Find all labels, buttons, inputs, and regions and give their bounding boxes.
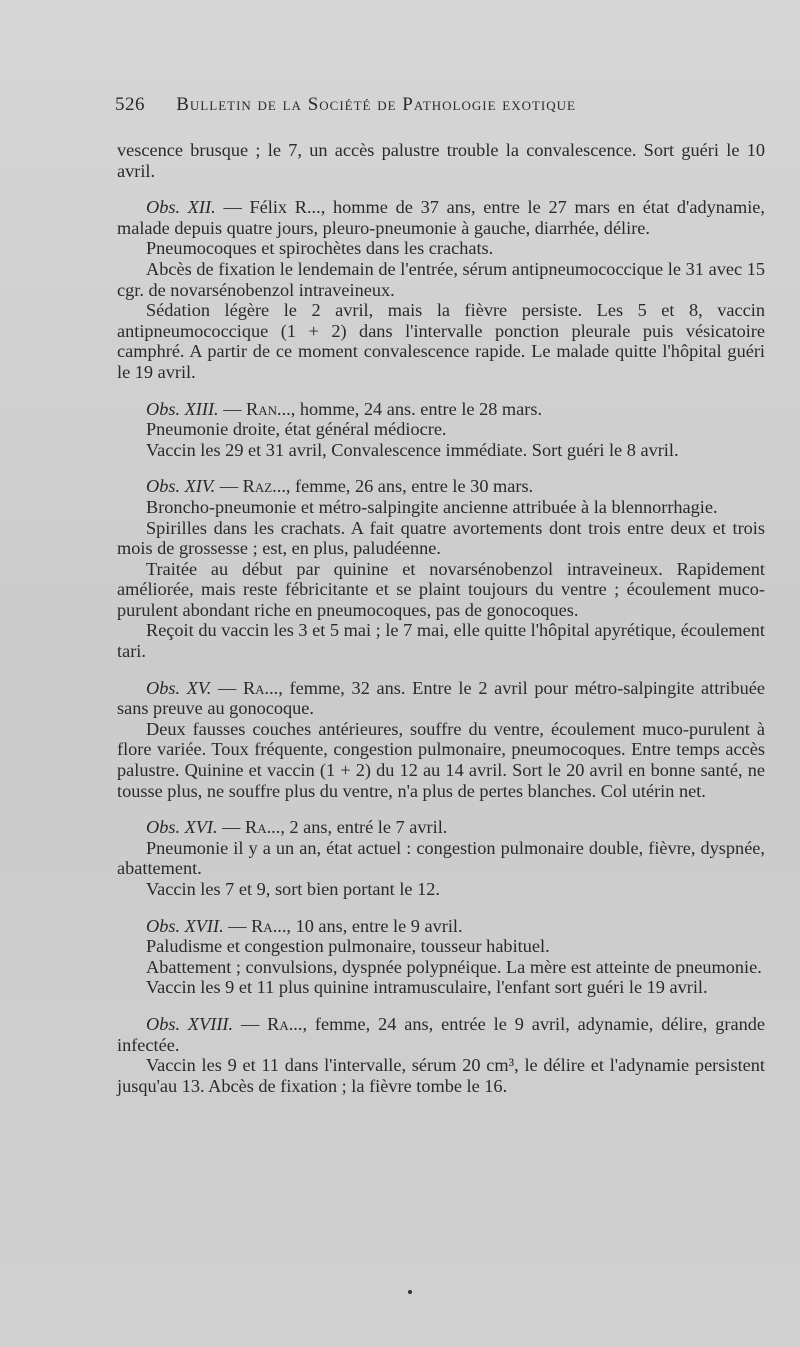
paragraph: Vaccin les 7 et 9, sort bien portant le 12. <box>146 879 440 899</box>
paragraph: Paludisme et congestion pulmonaire, tousseur habituel. <box>146 936 550 957</box>
paragraph: Abcès de fixation le lendemain de l'entrée, sérum antipneumococcique le 31 avec 15 cgr. de novarsénobenzol intraveineux. <box>117 258 765 300</box>
patient-name: — Ran... <box>223 398 291 419</box>
paragraph: Reçoit du vaccin les 3 et 5 mai ; le 7 mai, elle quitte l'hôpital apyrétique, écoulement tari. <box>117 620 765 662</box>
obs-text: , 2 ans, entré le 7 avril. <box>280 817 448 838</box>
obs-xv-intro <box>117 678 765 719</box>
patient-name: — Raz... <box>219 476 286 497</box>
journal-title: Bulletin de la Société de Pathologie exotique <box>176 94 576 115</box>
obs-label: Obs. XVII. <box>146 915 224 936</box>
obs-text: , femme, 26 ans, entre le 30 mars. <box>285 476 534 497</box>
patient-name: — Ra... <box>222 817 281 838</box>
paragraph: Vaccin les 9 et 11 plus quinine intramusculaire, l'enfant sort guéri le 19 avril. <box>146 977 708 998</box>
obs-xiii-intro <box>117 399 765 420</box>
obs-xiv-intro <box>117 476 765 497</box>
obs-text: , homme, 24 ans. entre le 28 mars. <box>290 398 543 419</box>
paragraph: Pneumonie droite, état général médiocre. <box>146 419 447 440</box>
obs-label: Obs. XV. <box>146 677 212 698</box>
obs-label: Obs. XIV. <box>146 476 216 497</box>
ink-speck <box>408 1290 412 1294</box>
patient-name: — Ra... <box>228 915 287 936</box>
page-number: 526 <box>115 94 145 115</box>
paragraph: Sédation légère le 2 avril, mais la fièvre persiste. Les 5 et 8, vaccin antipneumococcique (1 + 2) dans l'intervalle ponction pleurale puis vésicatoire camphré. A partir de ce moment convalescence rapide. Le malade quitte l'hôpital guéri le 19 avril. <box>117 300 765 382</box>
paragraph: Spirilles dans les crachats. A fait quatre avortements dont trois entre deux et trois mois de grossesse ; est, en plus, paludéenne. <box>117 517 765 559</box>
obs-label: Obs. XVI. <box>146 817 218 838</box>
paragraph: Broncho-pneumonie et métro-salpingite ancienne attribuée à la blennorrhagie. <box>146 496 718 517</box>
paragraph: Vaccin les 29 et 31 avril, Convalescence immédiate. Sort guéri le 8 avril. <box>146 439 679 460</box>
paragraph: Pneumocoques et spirochètes dans les crachats. <box>146 238 494 259</box>
obs-xvii-intro <box>117 916 765 937</box>
paragraph: Vaccin les 9 et 11 dans l'intervalle, sérum 20 cm³, le délire et l'adynamie persistent jusqu'au 13. Abcès de fixation ; la fièvre tombe le 16. <box>117 1055 765 1096</box>
paragraph-continuation: vescence brusque ; le 7, un accès palustre trouble la convalescence. Sort guéri le 10 avril. <box>117 140 765 181</box>
obs-xvi-intro <box>117 817 765 838</box>
obs-text: , femme, 24 ans, entrée le 9 avril, adynamie, délire, grande infectée. <box>117 1013 765 1055</box>
patient-name: — Ra... <box>217 677 279 698</box>
patient-name: — Ra... <box>240 1013 303 1034</box>
paragraph: Deux fausses couches antérieures, souffre du ventre, écoulement muco-purulent à flore variée. Toux fréquente, congestion pulmonaire, pneumocoques. Entre temps accès palustre. Quinine et vaccin (1 + 2) du 12 au 14 avril. Sort le 20 avril en bonne santé, ne tousse plus, ne souffre plus du ventre, n'a plus de pertes blanches. Col utérin net. <box>117 718 765 801</box>
obs-text: , femme, 32 ans. Entre le 2 avril pour métro-salpingite attribuée sans preuve au gonocoque. <box>117 677 766 719</box>
obs-label: Obs. XIII. <box>146 398 219 419</box>
obs-label: Obs. XVIII. <box>146 1013 234 1034</box>
obs-text: , 10 ans, entre le 9 avril. <box>286 915 463 936</box>
paragraph: Pneumonie il y a un an, état actuel : congestion pulmonaire double, fièvre, dyspnée, abattement. <box>117 837 765 879</box>
obs-xviii-intro <box>117 1014 765 1055</box>
paragraph: Abattement ; convulsions, dyspnée polypnéique. La mère est atteinte de pneumonie. <box>146 956 762 977</box>
running-header <box>115 94 675 116</box>
paragraph: Traitée au début par quinine et novarsénobenzol intraveineux. Rapidement améliorée, mais reste fébricitante et se plaint toujours du ventre ; écoulement muco-purulent abondant riche en pneumocoques, pas de gonocoques. <box>117 558 765 620</box>
obs-xii-intro <box>117 197 765 238</box>
obs-label: Obs. XII. <box>146 197 216 218</box>
body-text <box>117 140 765 1096</box>
obs-text: — Félix R..., homme de 37 ans, entre le 27 mars en état d'adynamie, malade depuis quatre jours, pleuro-pneumonie à gauche, diarrhée, délire. <box>117 197 765 238</box>
